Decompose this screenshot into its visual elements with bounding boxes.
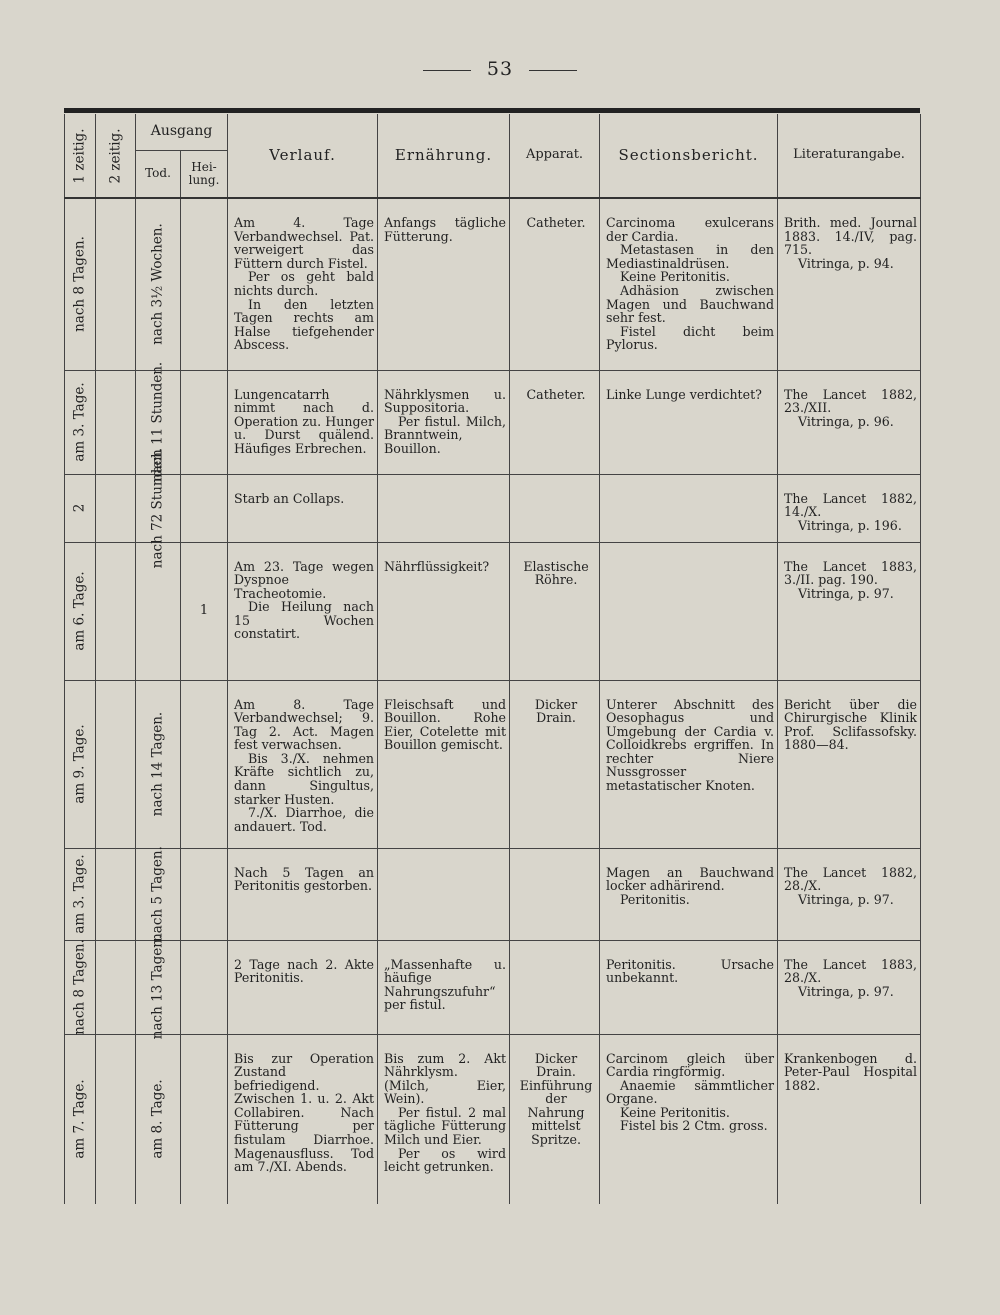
paragraph: Bericht über die Chirurgische Klinik Prof. Sclifassofsky. 1880—84. (784, 696, 918, 753)
case-table (64, 114, 921, 1204)
cell-verlauf-text (228, 543, 377, 642)
cell-ernaehrung (378, 940, 510, 1034)
cell-literatur (778, 198, 921, 370)
header-verlauf: Verlauf. (228, 114, 378, 198)
cell-2-zeitig (96, 848, 136, 940)
header-literatur: Literaturangabe. (778, 114, 921, 198)
cell-ernaehrung-text (378, 371, 509, 456)
table-row (65, 474, 921, 542)
cell-sectionsbericht (600, 848, 778, 940)
cell-apparat (510, 680, 600, 848)
cell-2-zeitig (96, 198, 136, 370)
cell-heilung: 1 (181, 542, 228, 680)
header-ausgang: Ausgang (136, 114, 228, 150)
table-row (65, 198, 921, 370)
cell-verlauf-text (228, 475, 377, 506)
cell-verlauf-text (228, 371, 377, 456)
page-number (0, 58, 1000, 80)
cell-verlauf-text (228, 941, 377, 985)
cell-verlauf (228, 848, 378, 940)
paragraph: Adhäsion zwischen Magen und Bauchwand sehr fest. (606, 282, 775, 326)
cell-sectionsbericht-text (600, 1035, 777, 1134)
cell-tod: nach 5 Tagen. (136, 848, 181, 940)
cell-heilung (181, 848, 228, 940)
cell-apparat (510, 474, 600, 542)
cell-sectionsbericht (600, 940, 778, 1034)
header-tod: Tod. (136, 150, 181, 198)
paragraph: In den letzten Tagen rechts am Halse tiefgehender Abscess. (234, 296, 375, 353)
paragraph: Peritonitis. (620, 891, 690, 907)
paragraph: Nach 5 Tagen an Peritonitis gestorben. (234, 864, 375, 894)
paragraph: Peritonitis. Ursache unbekannt. (606, 956, 775, 986)
cell-1-zeitig: nach 8 Tagen. (65, 940, 96, 1034)
paragraph: Vitringa, p. 196. (798, 517, 902, 533)
header-ernaehrung: Ernährung. (378, 114, 510, 198)
paragraph: 7./X. Diarrhoe, die andauert. Tod. (234, 805, 375, 834)
paragraph: Per fistul. 2 mal tägliche Fütterung Milch und Eier. (384, 1104, 507, 1148)
cell-apparat (510, 198, 600, 370)
cell-sectionsbericht-text (600, 849, 777, 907)
paragraph: Bis zum 2. Akt Nährklysm. (Milch, Eier, Wein). (384, 1050, 507, 1107)
cell-literatur (778, 940, 921, 1034)
paragraph: The Lancet 1882, 14./X. (784, 490, 918, 520)
header-sectionsbericht: Sectionsbericht. (600, 114, 778, 198)
cell-tod: am 8. Tage. (136, 1034, 181, 1204)
paragraph: Vitringa, p. 94. (798, 255, 894, 271)
paragraph: Nährklysmen u. Suppositoria. (384, 386, 507, 416)
right-rule (529, 70, 577, 71)
cell-ernaehrung (378, 542, 510, 680)
paragraph: Bis zur Operation Zustand befriedigend. Zwischen 1. u. 2. Akt Collabiren. Nach Fütterung per fistulam Diarrhoe. Magenausfluss. Tod am 7./XI. Abends. (234, 1050, 375, 1175)
cell-sectionsbericht (600, 198, 778, 370)
cell-verlauf (228, 542, 378, 680)
cell-literatur-text (778, 543, 920, 601)
cell-sectionsbericht-text (600, 199, 777, 352)
cell-apparat-text: Catheter. (526, 215, 586, 230)
paragraph: Keine Peritonitis. (620, 269, 730, 285)
paragraph: Anfangs tägliche Fütterung. (384, 215, 507, 244)
paragraph: Magen an Bauchwand locker adhärirend. (606, 864, 775, 894)
cell-tod (136, 542, 181, 680)
paragraph: Vitringa, p. 97. (798, 983, 894, 999)
paragraph: The Lancet 1883, 28./X. (784, 956, 918, 986)
cell-apparat (510, 1034, 600, 1204)
paragraph: Krankenbogen d. Peter-Paul Hospital 1882. (784, 1050, 918, 1093)
cell-sectionsbericht-text (600, 371, 777, 402)
paragraph: Am 4. Tage Verbandwechsel. Pat. verweigert das Füttern durch Fistel. (234, 215, 375, 271)
cell-sectionsbericht-text (600, 941, 777, 985)
paragraph: Keine Peritonitis. (620, 1104, 730, 1120)
paragraph: Metastasen in den Mediastinaldrüsen. (606, 242, 775, 271)
cell-sectionsbericht (600, 474, 778, 542)
cell-verlauf-text (228, 849, 377, 893)
cell-2-zeitig (96, 370, 136, 474)
header-1-zeitig: 1 zeitig. (65, 114, 96, 198)
cell-1-zeitig: am 3. Tage. (65, 848, 96, 940)
cell-heilung (181, 198, 228, 370)
cell-ernaehrung (378, 680, 510, 848)
table-top-rule (64, 108, 920, 113)
cell-heilung (181, 370, 228, 474)
cell-heilung (181, 680, 228, 848)
paragraph: The Lancet 1883, 3./II. pag. 190. (784, 558, 918, 588)
cell-apparat-text (510, 849, 599, 866)
paragraph: Am 23. Tage wegen Dyspnoe Tracheotomie. (234, 558, 375, 601)
cell-2-zeitig (96, 940, 136, 1034)
table-row (65, 542, 921, 680)
paragraph: The Lancet 1882, 23./XII. (784, 386, 918, 416)
paragraph: The Lancet 1882, 28./X. (784, 864, 918, 894)
cell-tod: nach 72 Stunden. (136, 474, 181, 542)
cell-sectionsbericht-text (600, 543, 777, 560)
cell-literatur-text (778, 475, 920, 533)
paragraph: Vitringa, p. 97. (798, 891, 894, 907)
cell-ernaehrung (378, 1034, 510, 1204)
paragraph: 2 Tage nach 2. Akte Peritonitis. (234, 956, 375, 986)
table-row (65, 1034, 921, 1204)
cell-heilung (181, 1034, 228, 1204)
paragraph: Lungencatarrh nimmt nach d. Operation zu. Hunger u. Durst quälend. Häufiges Erbrechen. (234, 386, 375, 456)
cell-1-zeitig: am 7. Tage. (65, 1034, 96, 1204)
paragraph: Per os wird leicht getrunken. (384, 1145, 507, 1175)
cell-1-zeitig: nach 8 Tagen. (65, 198, 96, 370)
cell-sectionsbericht (600, 370, 778, 474)
paragraph: Vitringa, p. 96. (798, 413, 894, 429)
cell-ernaehrung-text (378, 1035, 509, 1174)
cell-tod: nach 3½ Wochen. (136, 198, 181, 370)
cell-sectionsbericht (600, 1034, 778, 1204)
cell-literatur-text (778, 941, 920, 999)
cell-literatur (778, 680, 921, 848)
paragraph: Unterer Abschnitt des Oesophagus und Umgebung der Cardia v. Colloidkrebs ergriffen. In rechter Niere Nussgrosser metastatischer Knoten. (606, 696, 775, 794)
cell-sectionsbericht (600, 542, 778, 680)
paragraph: Carcinoma exulcerans der Cardia. (606, 215, 775, 244)
cell-apparat-text (510, 475, 599, 492)
paragraph: Am 8. Tage Verbandwechsel; 9. Tag 2. Act. Magen fest verwachsen. (234, 696, 375, 753)
cell-2-zeitig (96, 1034, 136, 1204)
cell-sectionsbericht-text (600, 475, 777, 492)
cell-apparat (510, 848, 600, 940)
cell-ernaehrung (378, 198, 510, 370)
cell-ernaehrung-text (378, 475, 509, 492)
header-apparat: Apparat. (510, 114, 600, 198)
cell-sectionsbericht-text (600, 681, 777, 793)
paragraph: Fistel bis 2 Ctm. gross. (620, 1118, 768, 1134)
cell-verlauf (228, 1034, 378, 1204)
cell-apparat-text: Catheter. (526, 386, 586, 402)
cell-literatur-text (778, 849, 920, 907)
cell-ernaehrung-text (378, 199, 509, 243)
paragraph: Per os geht bald nichts durch. (234, 269, 375, 298)
cell-apparat (510, 940, 600, 1034)
cell-literatur (778, 542, 921, 680)
cell-ernaehrung (378, 474, 510, 542)
table-row (65, 680, 921, 848)
cell-heilung (181, 940, 228, 1034)
cell-1-zeitig: am 9. Tage. (65, 680, 96, 848)
cell-tod: nach 13 Tagen. (136, 940, 181, 1034)
header-2-zeitig: 2 zeitig. (96, 114, 136, 198)
cell-literatur (778, 370, 921, 474)
table-row (65, 848, 921, 940)
cell-ernaehrung-text (378, 681, 509, 752)
cell-tod: nach 14 Tagen. (136, 680, 181, 848)
paragraph: Anaemie sämmtlicher Organe. (606, 1077, 775, 1107)
left-rule (423, 70, 471, 71)
cell-verlauf (228, 474, 378, 542)
paragraph: Linke Lunge verdichtet? (606, 386, 762, 402)
cell-2-zeitig (96, 474, 136, 542)
cell-literatur (778, 474, 921, 542)
header-heilung: Hei-lung. (181, 150, 228, 198)
table-row (65, 370, 921, 474)
cell-ernaehrung (378, 848, 510, 940)
cell-ernaehrung-text (378, 941, 509, 1012)
cell-1-zeitig: 2 (65, 474, 96, 542)
paragraph: Per fistul. Milch, Branntwein, Bouillon. (384, 413, 507, 456)
paragraph: Fistel dicht beim Pylorus. (606, 323, 775, 353)
paragraph: Bis 3./X. nehmen Kräfte sichtlich zu, dann Singultus, starker Husten. (234, 750, 375, 807)
cell-verlauf-text (228, 199, 377, 352)
paragraph: Brith. med. Journal 1883. 14./IV, pag. 715. (784, 215, 918, 258)
cell-apparat-text: Dicker Drain. (534, 696, 578, 726)
cell-verlauf (228, 198, 378, 370)
cell-verlauf (228, 940, 378, 1034)
cell-apparat-text (510, 941, 599, 958)
cell-ernaehrung-text (378, 543, 509, 574)
cell-literatur (778, 1034, 921, 1204)
paragraph: Carcinom gleich über Cardia ringförmig. (606, 1050, 775, 1080)
cell-verlauf (228, 680, 378, 848)
cell-literatur-text (778, 371, 920, 429)
cell-literatur-text (778, 681, 920, 752)
cell-2-zeitig (96, 680, 136, 848)
cell-1-zeitig: am 6. Tage. (65, 542, 96, 680)
cell-apparat (510, 542, 600, 680)
cell-apparat-text: Elastische Röhre. (523, 558, 589, 588)
paragraph: Fleischsaft und Bouillon. Rohe Eier, Cotelette mit Bouillon gemischt. (384, 696, 507, 753)
table-row (65, 940, 921, 1034)
cell-2-zeitig (96, 542, 136, 680)
cell-1-zeitig: am 3. Tage. (65, 370, 96, 474)
paragraph: Vitringa, p. 97. (798, 585, 894, 601)
paragraph: „Massenhafte u. häufige Nahrungszufuhr“ per fistul. (384, 956, 507, 1013)
cell-verlauf (228, 370, 378, 474)
cell-literatur-text (778, 199, 920, 270)
cell-heilung (181, 474, 228, 542)
cell-apparat-text: Dicker Drain. Einführung der Nahrung mittelst Spritze. (519, 1050, 593, 1148)
paragraph: Die Heilung nach 15 Wochen constatirt. (234, 599, 375, 642)
paragraph: Nährflüssigkeit? (384, 558, 490, 574)
table-body (65, 198, 921, 1204)
cell-apparat (510, 370, 600, 474)
page-number-text: 53 (486, 58, 514, 80)
paragraph: Starb an Collaps. (234, 490, 345, 506)
cell-ernaehrung-text (378, 849, 509, 866)
cell-sectionsbericht (600, 680, 778, 848)
cell-tod: nach 11 Stunden. (136, 370, 181, 474)
cell-verlauf-text (228, 1035, 377, 1174)
cell-ernaehrung (378, 370, 510, 474)
cell-literatur (778, 848, 921, 940)
cell-literatur-text (778, 1035, 920, 1093)
cell-verlauf-text (228, 681, 377, 834)
